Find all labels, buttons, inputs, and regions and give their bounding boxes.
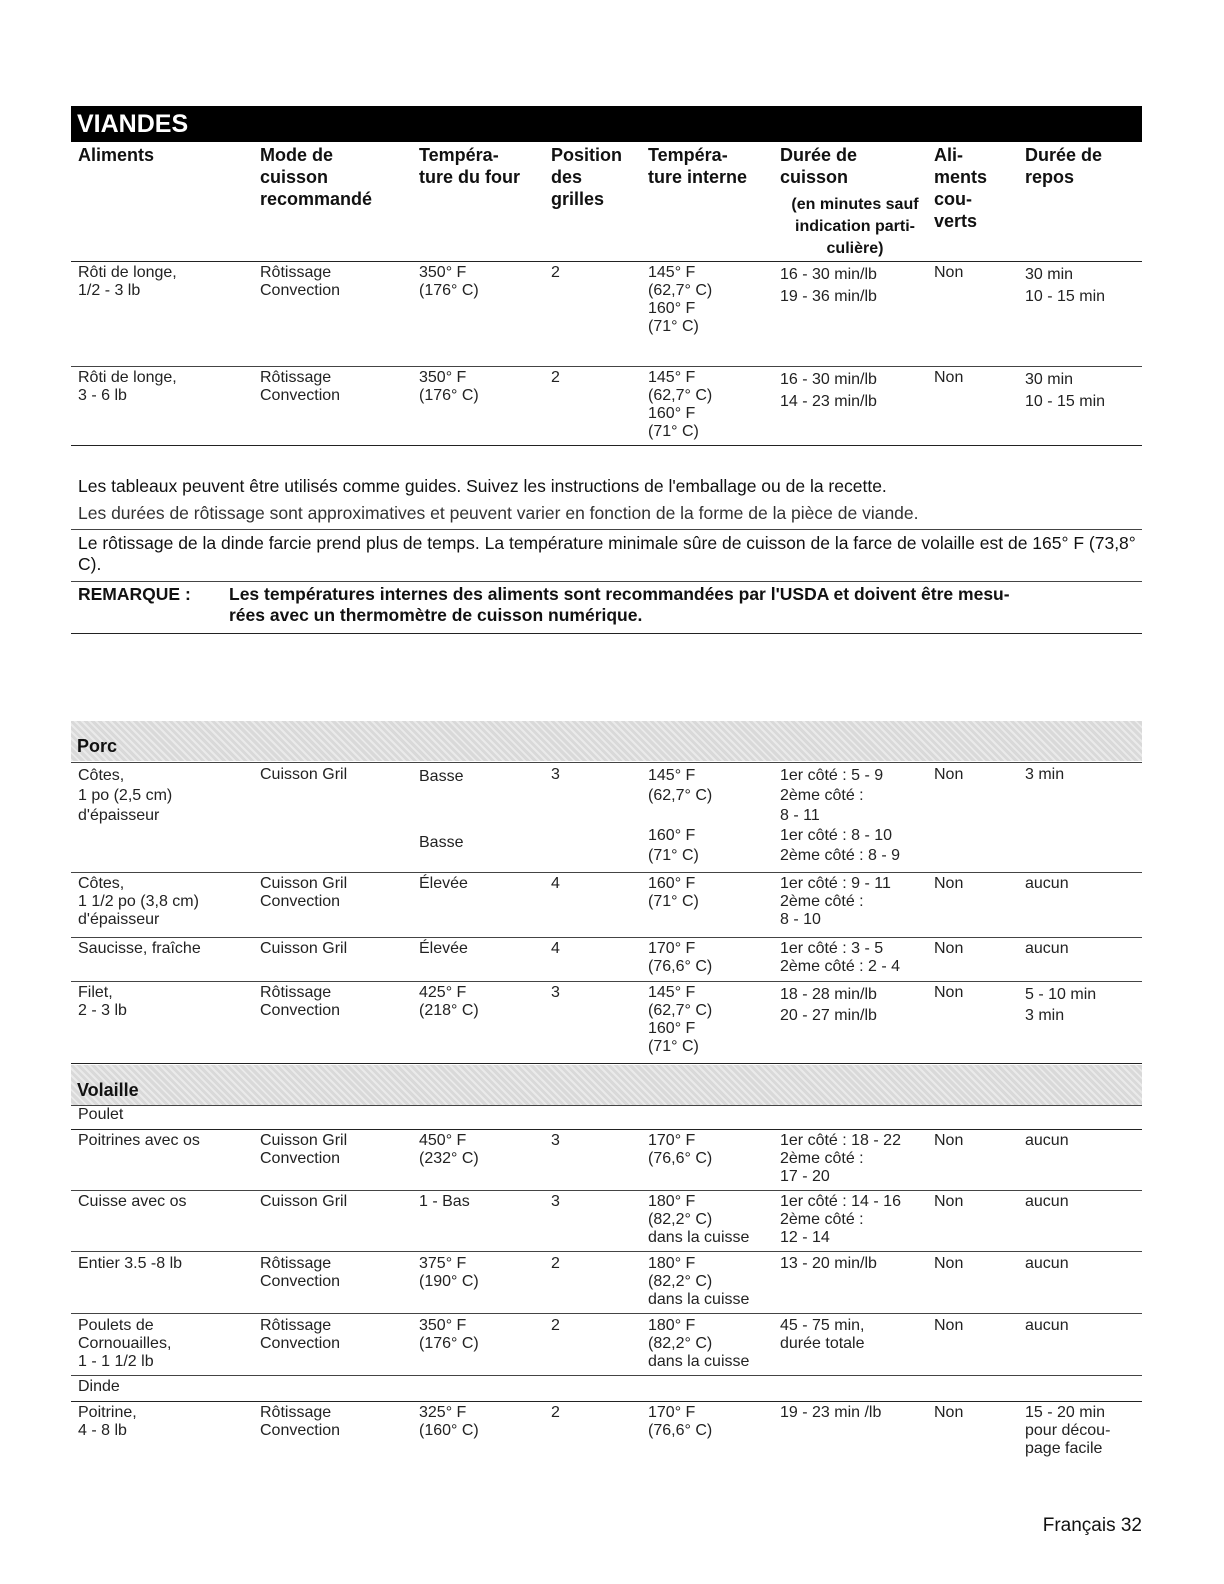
- cell-internal-temp: 180° F (82,2° C) dans la cuisse: [648, 1193, 750, 1246]
- row-divider: [71, 1129, 1142, 1130]
- cell-oven-temp: Élevée: [419, 940, 468, 957]
- cell-rack: 3: [551, 984, 560, 1001]
- cell-rack: 2: [551, 369, 560, 386]
- cell-rest: aucun: [1025, 940, 1069, 957]
- cell-food: Poitrines avec os: [78, 1132, 200, 1149]
- cell-duration: 1er côté : 9 - 11 2ème côté : 8 - 10: [780, 875, 891, 928]
- header-covered: Ali- ments cou- verts: [934, 145, 988, 231]
- cell-internal-temp: 170° F (76,6° C): [648, 1132, 713, 1167]
- section-volaille: Volaille: [71, 1065, 1142, 1105]
- row-divider: [71, 981, 1142, 982]
- cell-internal-temp: 170° F (76,6° C): [648, 940, 713, 975]
- cell-oven-temp: 1 - Bas: [419, 1193, 470, 1210]
- cell-rack: 3: [551, 1193, 560, 1210]
- cell-food: Entier 3.5 -8 lb: [78, 1255, 183, 1272]
- cell-food: Cuisse avec os: [78, 1193, 187, 1210]
- section-porc: Porc: [71, 721, 1142, 761]
- cell-covered: Non: [934, 875, 964, 892]
- row-divider: [71, 1251, 1142, 1252]
- cell-covered: Non: [934, 264, 964, 281]
- cell-duration: 16 - 30 min/lb 14 - 23 min/lb: [780, 371, 877, 410]
- cell-covered: Non: [934, 766, 964, 783]
- cell-oven-temp: 425° F (218° C): [419, 984, 479, 1019]
- cell-food: Filet, 2 - 3 lb: [78, 984, 127, 1019]
- cell-rest: aucun: [1025, 1317, 1069, 1334]
- row-divider: [71, 1375, 1142, 1376]
- row-divider: [71, 937, 1142, 938]
- note-divider: [71, 581, 1142, 582]
- cell-rest: 30 min 10 - 15 min: [1025, 371, 1106, 410]
- cell-duration: 1er côté : 3 - 5 2ème côté : 2 - 4: [780, 940, 901, 975]
- cell-covered: Non: [934, 1132, 964, 1149]
- cell-internal-temp: 145° F (62,7° C) 160° F (71° C): [648, 264, 713, 335]
- cell-internal-temp: 180° F (82,2° C) dans la cuisse: [648, 1255, 750, 1308]
- note-divider: [71, 529, 1142, 530]
- cell-mode: Rôtissage Convection: [260, 264, 341, 299]
- header-duration-note: (en minutes sauf indication parti- culière): [791, 196, 919, 257]
- row-divider: [71, 1190, 1142, 1191]
- cell-covered: Non: [934, 1193, 964, 1210]
- cell-duration: 1er côté : 18 - 22 2ème côté : 17 - 20: [780, 1132, 901, 1185]
- cell-mode: Rôtissage Convection: [260, 1317, 341, 1352]
- cell-rack: 3: [551, 766, 560, 783]
- cell-oven-temp: 375° F (190° C): [419, 1255, 479, 1290]
- cell-mode: Cuisson Gril: [260, 1193, 348, 1210]
- cell-rack: 2: [551, 1317, 560, 1334]
- cell-rest: aucun: [1025, 1255, 1069, 1272]
- cell-covered: Non: [934, 369, 964, 386]
- cell-rack: 2: [551, 1255, 560, 1272]
- notes-bottom-rule: [71, 633, 1142, 634]
- note-guides: Les tableaux peuvent être utilisés comme guides. Suivez les instructions de l'emballage ou de la recette.: [78, 476, 887, 496]
- cell-food: Rôti de longe, 3 - 6 lb: [78, 369, 177, 404]
- subsection-label: Poulet: [78, 1106, 124, 1123]
- cell-rack: 4: [551, 940, 560, 957]
- cell-rest: 3 min: [1025, 766, 1065, 783]
- cell-mode: Cuisson Gril Convection: [260, 875, 348, 910]
- cell-internal-temp: 180° F (82,2° C) dans la cuisse: [648, 1317, 750, 1370]
- header-food: Aliments: [78, 145, 155, 165]
- cell-rack: 3: [551, 1132, 560, 1149]
- cell-rest: aucun: [1025, 1193, 1069, 1210]
- section-divider: [71, 1105, 1142, 1106]
- header-divider: [71, 261, 1142, 262]
- note-stuffed-turkey: Le rôtissage de la dinde farcie prend plus de temps. La température minimale sûre de cuisson de la farce de volaille est de 165° F (73,8° C).: [78, 533, 1136, 574]
- cell-rack: 2: [551, 264, 560, 281]
- cell-covered: Non: [934, 1404, 964, 1421]
- cell-mode: Rôtissage Convection: [260, 1404, 341, 1439]
- header-duration: Durée de cuisson: [780, 145, 858, 187]
- row-divider: [71, 1063, 1142, 1064]
- subsection-label: Dinde: [78, 1378, 120, 1395]
- cell-oven-temp: 450° F (232° C): [419, 1132, 479, 1167]
- cell-oven-temp: Basse Basse: [419, 768, 464, 851]
- cell-food: Côtes, 1 po (2,5 cm) d'épaisseur: [78, 767, 173, 824]
- cell-duration: 1er côté : 14 - 16 2ème côté : 12 - 14: [780, 1193, 901, 1246]
- cell-duration: 19 - 23 min /lb: [780, 1404, 882, 1421]
- cell-internal-temp: 160° F (71° C): [648, 875, 699, 910]
- cell-rack: 4: [551, 875, 560, 892]
- cell-oven-temp: 350° F (176° C): [419, 264, 479, 299]
- table-header: [71, 144, 1142, 261]
- cell-food: Côtes, 1 1/2 po (3,8 cm) d'épaisseur: [78, 875, 199, 928]
- cell-duration: 45 - 75 min, durée totale: [780, 1317, 865, 1352]
- cell-internal-temp: 170° F (76,6° C): [648, 1404, 713, 1439]
- row-divider: [71, 366, 1142, 367]
- cell-food: Rôti de longe, 1/2 - 3 lb: [78, 264, 177, 299]
- cell-oven-temp: 350° F (176° C): [419, 1317, 479, 1352]
- cell-mode: Cuisson Gril: [260, 940, 348, 957]
- cell-mode: Cuisson Gril: [260, 766, 348, 783]
- cell-covered: Non: [934, 1317, 964, 1334]
- header-rest: Durée de repos: [1025, 145, 1103, 187]
- cell-mode: Rôtissage Convection: [260, 1255, 341, 1290]
- row-divider: [71, 1401, 1142, 1402]
- cell-duration: 1er côté : 5 - 9 2ème côté : 8 - 11 1er côté : 8 - 10 2ème côté : 8 - 9: [780, 767, 901, 864]
- remark-label: REMARQUE :: [78, 584, 191, 604]
- table-bottom-rule: [71, 445, 1142, 446]
- cell-duration: 18 - 28 min/lb 20 - 27 min/lb: [780, 986, 877, 1024]
- cell-duration: 13 - 20 min/lb: [780, 1255, 877, 1272]
- header-rack: Position des grilles: [551, 145, 622, 209]
- cell-food: Poulets de Cornouailles, 1 - 1 1/2 lb: [78, 1317, 172, 1370]
- remark-text: Les températures internes des aliments sont recommandées par l'USDA et doivent être mesu- rées avec un thermomètre de cuisson numérique.: [229, 584, 1010, 625]
- header-internal-temp: Tempéra- ture interne: [648, 145, 748, 187]
- note-durations: Les durées de rôtissage sont approximatives et peuvent varier en fonction de la forme de la pièce de viande.: [78, 503, 919, 523]
- cell-mode: Rôtissage Convection: [260, 984, 341, 1019]
- cell-rest: aucun: [1025, 875, 1069, 892]
- row-divider: [71, 872, 1142, 873]
- cell-oven-temp: 350° F (176° C): [419, 369, 479, 404]
- viandes-banner: VIANDES: [71, 106, 1142, 142]
- cell-mode: Cuisson Gril Convection: [260, 1132, 348, 1167]
- cell-internal-temp: 145° F (62,7° C) 160° F (71° C): [648, 369, 713, 440]
- cell-rest: 5 - 10 min 3 min: [1025, 986, 1097, 1024]
- cell-rest: 30 min 10 - 15 min: [1025, 266, 1106, 305]
- cell-oven-temp: 325° F (160° C): [419, 1404, 479, 1439]
- cell-covered: Non: [934, 1255, 964, 1272]
- cell-food: Poitrine, 4 - 8 lb: [78, 1404, 137, 1439]
- row-divider: [71, 1313, 1142, 1314]
- cell-covered: Non: [934, 984, 964, 1001]
- section-divider: [71, 762, 1142, 763]
- cell-rack: 2: [551, 1404, 560, 1421]
- page-number: Français 32: [1042, 1515, 1142, 1536]
- cell-duration: 16 - 30 min/lb 19 - 36 min/lb: [780, 266, 877, 305]
- cell-rest: aucun: [1025, 1132, 1069, 1149]
- cell-oven-temp: Élevée: [419, 875, 468, 892]
- header-oven-temp: Tempéra- ture du four: [419, 145, 520, 187]
- cell-mode: Rôtissage Convection: [260, 369, 341, 404]
- header-mode: Mode de cuisson recommandé: [260, 145, 373, 209]
- cell-internal-temp: 145° F (62,7° C) 160° F (71° C): [648, 767, 713, 864]
- cell-internal-temp: 145° F (62,7° C) 160° F (71° C): [648, 984, 713, 1055]
- cell-covered: Non: [934, 940, 964, 957]
- cell-food: Saucisse, fraîche: [78, 940, 201, 957]
- cell-rest: 15 - 20 min pour décou- page facile: [1025, 1404, 1111, 1457]
